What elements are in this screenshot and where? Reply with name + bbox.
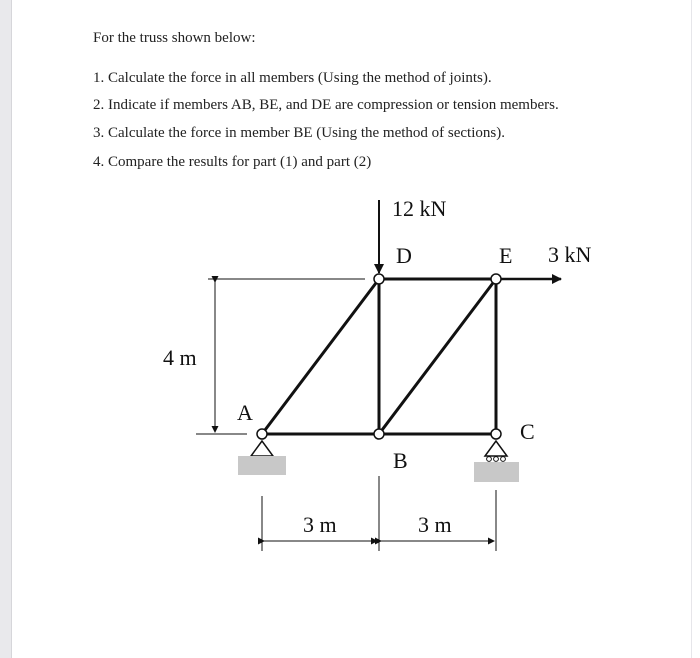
task-3: 3. Calculate the force in member BE (Using the method of sections). (93, 125, 505, 141)
dimension-label-span-ab: 3 m (303, 512, 337, 537)
task-1: 1. Calculate the force in all members (Using the method of joints). (93, 70, 492, 86)
member-ad (262, 279, 379, 434)
joint-label-a: A (237, 400, 253, 425)
task-2: 2. Indicate if members AB, BE, and DE are compression or tension members. (93, 97, 559, 113)
dimension-label-span-bc: 3 m (418, 512, 452, 537)
roller-wheels (487, 457, 506, 462)
joint-label-c: C (520, 419, 535, 444)
joint-e (491, 274, 501, 284)
support-roller-c (485, 441, 507, 456)
load-label-horizontal: 3 kN (548, 242, 592, 267)
joint-d (374, 274, 384, 284)
dimension-label-height: 4 m (163, 345, 197, 370)
joint-label-b: B (393, 448, 408, 473)
load-label-vertical: 12 kN (392, 196, 447, 221)
ground-block-c (474, 462, 519, 482)
task-4: 4. Compare the results for part (1) and part (2) (93, 154, 372, 170)
joint-b (374, 429, 384, 439)
support-pin-a (251, 441, 273, 456)
ground-block-a (238, 456, 286, 475)
joint-a (257, 429, 267, 439)
truss-members (262, 279, 496, 434)
joint-label-d: D (396, 243, 412, 268)
problem-intro: For the truss shown below: (93, 30, 256, 46)
joint-label-e: E (499, 243, 513, 268)
member-be (379, 279, 496, 434)
joint-c (491, 429, 501, 439)
